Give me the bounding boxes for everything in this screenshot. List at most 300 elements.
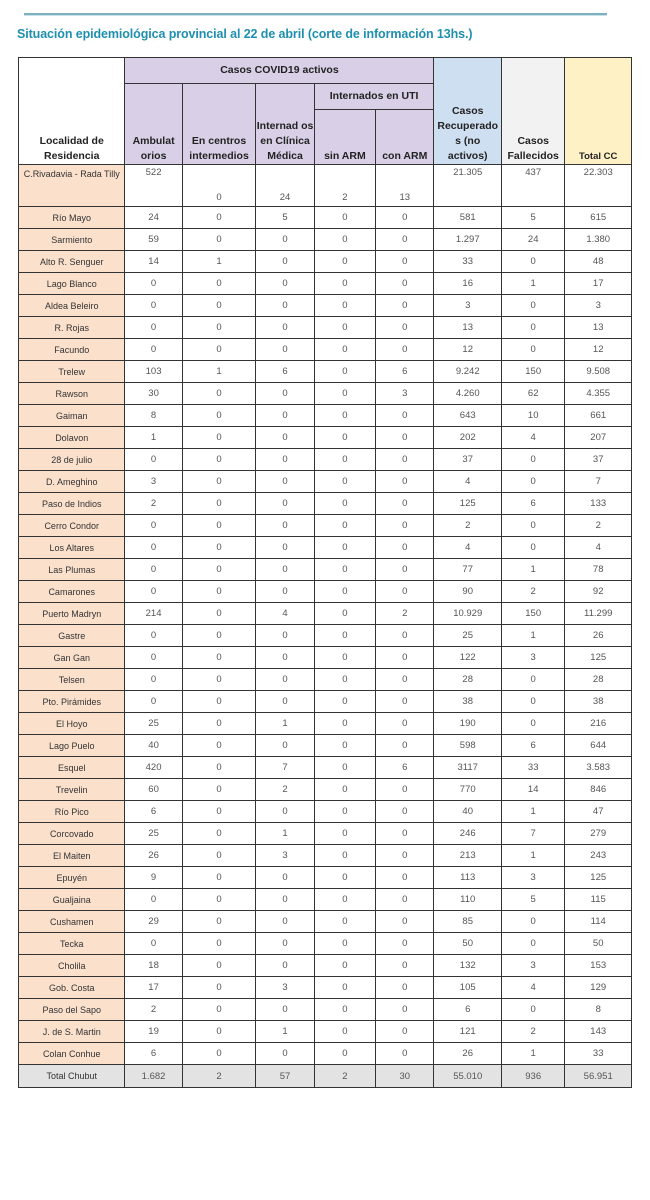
cell-deaths: 0 xyxy=(501,317,564,339)
table-row xyxy=(19,691,632,713)
cell-intermediate-centers: 0 xyxy=(182,603,256,625)
cell-total: 9.508 xyxy=(565,361,632,383)
cell-intermediate-centers: 0 xyxy=(182,405,256,427)
cell-recovered: 643 xyxy=(434,405,502,427)
cell-clinic: 0 xyxy=(256,449,314,471)
cell-ambulatory: 9 xyxy=(125,867,182,889)
table-row xyxy=(19,955,632,977)
cell-clinic: 0 xyxy=(256,691,314,713)
cell-ambulatory: 103 xyxy=(125,361,182,383)
cell-icu-no-arm: 0 xyxy=(314,669,375,691)
cell-ambulatory: 420 xyxy=(125,757,182,779)
cell-icu-with-arm: 0 xyxy=(376,559,434,581)
cell-ambulatory: 0 xyxy=(125,317,182,339)
cell-icu-with-arm: 0 xyxy=(376,801,434,823)
cell-intermediate-centers: 0 xyxy=(182,1043,256,1065)
cell-deaths: 0 xyxy=(501,933,564,955)
cell-total: 846 xyxy=(565,779,632,801)
cell-deaths: 10 xyxy=(501,405,564,427)
cell-icu-no-arm: 0 xyxy=(314,757,375,779)
locality-name: 28 de julio xyxy=(19,449,125,471)
top-divider xyxy=(24,13,607,15)
cell-recovered: 77 xyxy=(434,559,502,581)
cell-icu-no-arm: 0 xyxy=(314,339,375,361)
table-row xyxy=(19,515,632,537)
locality-name: D. Ameghino xyxy=(19,471,125,493)
cell-intermediate-centers: 0 xyxy=(182,317,256,339)
cell-clinic: 0 xyxy=(256,1043,314,1065)
table-row xyxy=(19,537,632,559)
cell-deaths: 0 xyxy=(501,339,564,361)
table-row xyxy=(19,493,632,515)
table-row xyxy=(19,251,632,273)
cell-clinic: 0 xyxy=(256,427,314,449)
cell-recovered: 2 xyxy=(434,515,502,537)
cell-recovered: 38 xyxy=(434,691,502,713)
cell-total: 26 xyxy=(565,625,632,647)
cell-icu-no-arm: 0 xyxy=(314,691,375,713)
cell-recovered: 122 xyxy=(434,647,502,669)
locality-name: Pto. Pirámides xyxy=(19,691,125,713)
locality-name: Gaiman xyxy=(19,405,125,427)
cell-icu-no-arm: 0 xyxy=(314,933,375,955)
cell-icu-no-arm: 0 xyxy=(314,889,375,911)
cell-deaths: 936 xyxy=(501,1065,564,1088)
cell-ambulatory: 0 xyxy=(125,559,182,581)
table-row xyxy=(19,449,632,471)
cell-total: 22.303 xyxy=(565,165,632,207)
locality-name: Lago Blanco xyxy=(19,273,125,295)
cell-icu-with-arm: 0 xyxy=(376,823,434,845)
locality-name: Cerro Condor xyxy=(19,515,125,537)
cell-ambulatory: 0 xyxy=(125,273,182,295)
cell-intermediate-centers: 0 xyxy=(182,955,256,977)
table-row xyxy=(19,867,632,889)
cell-total: 216 xyxy=(565,713,632,735)
cell-clinic: 0 xyxy=(256,405,314,427)
table-row xyxy=(19,361,632,383)
locality-name: Gualjaina xyxy=(19,889,125,911)
cell-intermediate-centers: 0 xyxy=(182,295,256,317)
locality-name: Los Altares xyxy=(19,537,125,559)
cell-ambulatory: 1.682 xyxy=(125,1065,182,1088)
cell-icu-no-arm: 0 xyxy=(314,713,375,735)
locality-name: Colan Conhue xyxy=(19,1043,125,1065)
cell-clinic: 0 xyxy=(256,515,314,537)
cell-icu-no-arm: 0 xyxy=(314,405,375,427)
cell-clinic: 0 xyxy=(256,251,314,273)
locality-name: Puerto Madryn xyxy=(19,603,125,625)
header-total: Total CC xyxy=(565,58,632,165)
cell-clinic: 0 xyxy=(256,493,314,515)
cell-ambulatory: 30 xyxy=(125,383,182,405)
cell-icu-no-arm: 0 xyxy=(314,603,375,625)
cell-total: 17 xyxy=(565,273,632,295)
cell-recovered: 132 xyxy=(434,955,502,977)
locality-name: Tecka xyxy=(19,933,125,955)
table-row xyxy=(19,889,632,911)
cell-recovered: 4.260 xyxy=(434,383,502,405)
table-row xyxy=(19,845,632,867)
cell-recovered: 581 xyxy=(434,207,502,229)
cell-ambulatory: 29 xyxy=(125,911,182,933)
cell-ambulatory: 0 xyxy=(125,339,182,361)
locality-name: Trelew xyxy=(19,361,125,383)
cell-intermediate-centers: 0 xyxy=(182,1021,256,1043)
cell-total: 28 xyxy=(565,669,632,691)
cell-icu-with-arm: 0 xyxy=(376,229,434,251)
cell-deaths: 4 xyxy=(501,977,564,999)
cell-icu-with-arm: 0 xyxy=(376,867,434,889)
cell-recovered: 26 xyxy=(434,1043,502,1065)
cell-icu-no-arm: 0 xyxy=(314,273,375,295)
cell-icu-no-arm: 0 xyxy=(314,779,375,801)
cell-icu-no-arm: 0 xyxy=(314,977,375,999)
cell-total: 153 xyxy=(565,955,632,977)
cell-clinic: 24 xyxy=(256,165,314,207)
cell-total: 92 xyxy=(565,581,632,603)
cell-clinic: 1 xyxy=(256,713,314,735)
cell-total: 644 xyxy=(565,735,632,757)
locality-name: R. Rojas xyxy=(19,317,125,339)
cell-deaths: 0 xyxy=(501,999,564,1021)
table-row xyxy=(19,823,632,845)
cell-ambulatory: 18 xyxy=(125,955,182,977)
cell-icu-no-arm: 0 xyxy=(314,735,375,757)
cell-icu-no-arm: 0 xyxy=(314,625,375,647)
cell-ambulatory: 0 xyxy=(125,669,182,691)
locality-name: Trevelin xyxy=(19,779,125,801)
cell-ambulatory: 6 xyxy=(125,1043,182,1065)
cell-icu-no-arm: 0 xyxy=(314,207,375,229)
cell-icu-no-arm: 0 xyxy=(314,229,375,251)
cell-icu-no-arm: 0 xyxy=(314,823,375,845)
cell-icu-no-arm: 0 xyxy=(314,801,375,823)
cell-icu-with-arm: 0 xyxy=(376,955,434,977)
cell-ambulatory: 25 xyxy=(125,713,182,735)
cell-clinic: 0 xyxy=(256,295,314,317)
cell-deaths: 150 xyxy=(501,603,564,625)
cell-icu-no-arm: 0 xyxy=(314,493,375,515)
cell-recovered: 4 xyxy=(434,537,502,559)
cell-clinic: 0 xyxy=(256,625,314,647)
cell-icu-with-arm: 0 xyxy=(376,449,434,471)
cell-recovered: 55.010 xyxy=(434,1065,502,1088)
table-row xyxy=(19,713,632,735)
cell-clinic: 0 xyxy=(256,867,314,889)
cell-intermediate-centers: 0 xyxy=(182,493,256,515)
cell-ambulatory: 60 xyxy=(125,779,182,801)
cell-total: 2 xyxy=(565,515,632,537)
cell-recovered: 770 xyxy=(434,779,502,801)
cell-deaths: 3 xyxy=(501,955,564,977)
cell-deaths: 1 xyxy=(501,559,564,581)
cell-intermediate-centers: 0 xyxy=(182,537,256,559)
cell-deaths: 5 xyxy=(501,889,564,911)
cell-total: 78 xyxy=(565,559,632,581)
cell-intermediate-centers: 0 xyxy=(182,779,256,801)
cell-total: 47 xyxy=(565,801,632,823)
cell-icu-with-arm: 0 xyxy=(376,911,434,933)
locality-name: Paso de Indios xyxy=(19,493,125,515)
cell-total: 114 xyxy=(565,911,632,933)
cell-clinic: 0 xyxy=(256,735,314,757)
table-row xyxy=(19,669,632,691)
cell-deaths: 14 xyxy=(501,779,564,801)
locality-name: Gan Gan xyxy=(19,647,125,669)
cell-intermediate-centers: 0 xyxy=(182,165,256,207)
cell-deaths: 5 xyxy=(501,207,564,229)
cell-ambulatory: 26 xyxy=(125,845,182,867)
cell-intermediate-centers: 0 xyxy=(182,449,256,471)
table-row xyxy=(19,1021,632,1043)
cell-recovered: 3117 xyxy=(434,757,502,779)
table-row xyxy=(19,229,632,251)
cell-clinic: 0 xyxy=(256,801,314,823)
cell-clinic: 0 xyxy=(256,669,314,691)
table-row xyxy=(19,383,632,405)
cell-icu-with-arm: 0 xyxy=(376,581,434,603)
cell-ambulatory: 8 xyxy=(125,405,182,427)
cell-recovered: 105 xyxy=(434,977,502,999)
cell-intermediate-centers: 0 xyxy=(182,889,256,911)
table-row xyxy=(19,933,632,955)
locality-name: Camarones xyxy=(19,581,125,603)
cell-icu-no-arm: 0 xyxy=(314,581,375,603)
table-row xyxy=(19,317,632,339)
cell-icu-with-arm: 6 xyxy=(376,757,434,779)
cell-ambulatory: 14 xyxy=(125,251,182,273)
table-row xyxy=(19,207,632,229)
cell-icu-with-arm: 0 xyxy=(376,779,434,801)
header-active-cases: Casos COVID19 activos xyxy=(125,58,434,84)
locality-name: Las Plumas xyxy=(19,559,125,581)
cell-clinic: 0 xyxy=(256,581,314,603)
header-icu-with-arm: con ARM xyxy=(376,110,434,165)
cell-deaths: 437 xyxy=(501,165,564,207)
cell-icu-with-arm: 0 xyxy=(376,625,434,647)
locality-name: Alto R. Senguer xyxy=(19,251,125,273)
cell-recovered: 37 xyxy=(434,449,502,471)
cell-icu-with-arm: 0 xyxy=(376,977,434,999)
cell-total: 48 xyxy=(565,251,632,273)
cell-deaths: 2 xyxy=(501,581,564,603)
header-recovered: Casos Recuperado s (no activos) xyxy=(434,58,502,165)
cell-total: 3 xyxy=(565,295,632,317)
cell-clinic: 7 xyxy=(256,757,314,779)
cell-icu-no-arm: 0 xyxy=(314,383,375,405)
cell-icu-with-arm: 0 xyxy=(376,889,434,911)
cell-icu-with-arm: 0 xyxy=(376,845,434,867)
cell-total: 133 xyxy=(565,493,632,515)
table-row xyxy=(19,559,632,581)
locality-name: Río Mayo xyxy=(19,207,125,229)
cell-total: 11.299 xyxy=(565,603,632,625)
cell-clinic: 0 xyxy=(256,317,314,339)
cell-ambulatory: 2 xyxy=(125,493,182,515)
cell-ambulatory: 0 xyxy=(125,691,182,713)
cell-clinic: 5 xyxy=(256,207,314,229)
cell-icu-no-arm: 0 xyxy=(314,471,375,493)
cell-deaths: 0 xyxy=(501,911,564,933)
cell-recovered: 4 xyxy=(434,471,502,493)
cell-icu-no-arm: 0 xyxy=(314,1043,375,1065)
cell-ambulatory: 0 xyxy=(125,933,182,955)
locality-name: Lago Puelo xyxy=(19,735,125,757)
cell-recovered: 40 xyxy=(434,801,502,823)
cell-ambulatory: 25 xyxy=(125,823,182,845)
cell-intermediate-centers: 1 xyxy=(182,361,256,383)
cell-deaths: 0 xyxy=(501,515,564,537)
locality-name: El Hoyo xyxy=(19,713,125,735)
cell-ambulatory: 3 xyxy=(125,471,182,493)
cell-intermediate-centers: 0 xyxy=(182,823,256,845)
cell-icu-with-arm: 0 xyxy=(376,713,434,735)
cell-recovered: 246 xyxy=(434,823,502,845)
cell-clinic: 4 xyxy=(256,603,314,625)
table-row xyxy=(19,273,632,295)
cell-intermediate-centers: 0 xyxy=(182,867,256,889)
cell-ambulatory: 0 xyxy=(125,449,182,471)
cell-icu-no-arm: 0 xyxy=(314,515,375,537)
cell-recovered: 85 xyxy=(434,911,502,933)
cell-recovered: 3 xyxy=(434,295,502,317)
cell-deaths: 0 xyxy=(501,537,564,559)
locality-name: Aldea Beleiro xyxy=(19,295,125,317)
cell-total: 661 xyxy=(565,405,632,427)
cell-icu-with-arm: 3 xyxy=(376,383,434,405)
cell-ambulatory: 17 xyxy=(125,977,182,999)
cell-intermediate-centers: 0 xyxy=(182,207,256,229)
cell-intermediate-centers: 0 xyxy=(182,801,256,823)
cell-recovered: 125 xyxy=(434,493,502,515)
cell-total: 4 xyxy=(565,537,632,559)
cell-intermediate-centers: 0 xyxy=(182,339,256,361)
cell-intermediate-centers: 0 xyxy=(182,515,256,537)
cell-intermediate-centers: 0 xyxy=(182,691,256,713)
header-icu: Internados en UTI xyxy=(314,84,434,110)
cell-intermediate-centers: 0 xyxy=(182,977,256,999)
cell-intermediate-centers: 0 xyxy=(182,757,256,779)
cell-icu-no-arm: 0 xyxy=(314,911,375,933)
cell-clinic: 0 xyxy=(256,471,314,493)
locality-name: Cholila xyxy=(19,955,125,977)
cell-ambulatory: 0 xyxy=(125,625,182,647)
cell-clinic: 3 xyxy=(256,845,314,867)
locality-name: Corcovado xyxy=(19,823,125,845)
cell-clinic: 0 xyxy=(256,559,314,581)
locality-name: Paso del Sapo xyxy=(19,999,125,1021)
table-row xyxy=(19,801,632,823)
cell-deaths: 1 xyxy=(501,625,564,647)
cell-deaths: 0 xyxy=(501,295,564,317)
locality-name: C.Rivadavia - Rada Tilly xyxy=(19,165,125,207)
table-row xyxy=(19,625,632,647)
header-icu-no-arm: sin ARM xyxy=(314,110,375,165)
table-row xyxy=(19,911,632,933)
cell-deaths: 33 xyxy=(501,757,564,779)
cell-ambulatory: 24 xyxy=(125,207,182,229)
table-body xyxy=(19,165,632,1088)
cell-recovered: 33 xyxy=(434,251,502,273)
cell-clinic: 0 xyxy=(256,911,314,933)
cell-deaths: 1 xyxy=(501,845,564,867)
table-row xyxy=(19,405,632,427)
cell-clinic: 57 xyxy=(256,1065,314,1088)
cell-intermediate-centers: 0 xyxy=(182,845,256,867)
cell-recovered: 202 xyxy=(434,427,502,449)
locality-name: J. de S. Martin xyxy=(19,1021,125,1043)
cell-deaths: 0 xyxy=(501,669,564,691)
cell-deaths: 2 xyxy=(501,1021,564,1043)
cell-icu-no-arm: 0 xyxy=(314,427,375,449)
locality-name: Río Pico xyxy=(19,801,125,823)
cell-ambulatory: 2 xyxy=(125,999,182,1021)
cell-total: 8 xyxy=(565,999,632,1021)
cell-recovered: 213 xyxy=(434,845,502,867)
cell-ambulatory: 6 xyxy=(125,801,182,823)
cell-total: 38 xyxy=(565,691,632,713)
cell-deaths: 4 xyxy=(501,427,564,449)
cell-total: 56.951 xyxy=(565,1065,632,1088)
cell-clinic: 0 xyxy=(256,229,314,251)
cell-icu-no-arm: 0 xyxy=(314,999,375,1021)
cell-total: 7 xyxy=(565,471,632,493)
locality-name: Cushamen xyxy=(19,911,125,933)
cell-clinic: 1 xyxy=(256,1021,314,1043)
cell-intermediate-centers: 0 xyxy=(182,911,256,933)
cell-intermediate-centers: 0 xyxy=(182,735,256,757)
cell-total: 129 xyxy=(565,977,632,999)
cell-intermediate-centers: 0 xyxy=(182,427,256,449)
cell-icu-with-arm: 0 xyxy=(376,735,434,757)
total-row xyxy=(19,1065,632,1088)
cell-intermediate-centers: 0 xyxy=(182,625,256,647)
cell-icu-no-arm: 0 xyxy=(314,647,375,669)
cell-icu-with-arm: 0 xyxy=(376,339,434,361)
cell-ambulatory: 0 xyxy=(125,515,182,537)
cell-intermediate-centers: 0 xyxy=(182,383,256,405)
cell-recovered: 16 xyxy=(434,273,502,295)
cell-icu-no-arm: 0 xyxy=(314,537,375,559)
cell-icu-with-arm: 0 xyxy=(376,669,434,691)
cell-icu-no-arm: 0 xyxy=(314,955,375,977)
cell-icu-with-arm: 0 xyxy=(376,999,434,1021)
cell-recovered: 12 xyxy=(434,339,502,361)
table-row xyxy=(19,779,632,801)
cell-icu-with-arm: 0 xyxy=(376,1021,434,1043)
cell-intermediate-centers: 0 xyxy=(182,581,256,603)
cell-total: 3.583 xyxy=(565,757,632,779)
cell-intermediate-centers: 0 xyxy=(182,229,256,251)
cell-recovered: 121 xyxy=(434,1021,502,1043)
cell-deaths: 6 xyxy=(501,493,564,515)
cell-ambulatory: 0 xyxy=(125,537,182,559)
cell-deaths: 0 xyxy=(501,471,564,493)
table-row xyxy=(19,757,632,779)
header-intermediate-centers: En centros intermedios xyxy=(182,84,256,165)
cell-total: 243 xyxy=(565,845,632,867)
cell-deaths: 1 xyxy=(501,801,564,823)
cell-ambulatory: 0 xyxy=(125,295,182,317)
cell-intermediate-centers: 0 xyxy=(182,669,256,691)
header-ambulatory: Ambulat orios xyxy=(125,84,182,165)
cell-recovered: 190 xyxy=(434,713,502,735)
cell-icu-no-arm: 0 xyxy=(314,845,375,867)
cell-total: 50 xyxy=(565,933,632,955)
header-locality: Localidad de Residencia xyxy=(19,58,125,165)
locality-name: Total Chubut xyxy=(19,1065,125,1088)
